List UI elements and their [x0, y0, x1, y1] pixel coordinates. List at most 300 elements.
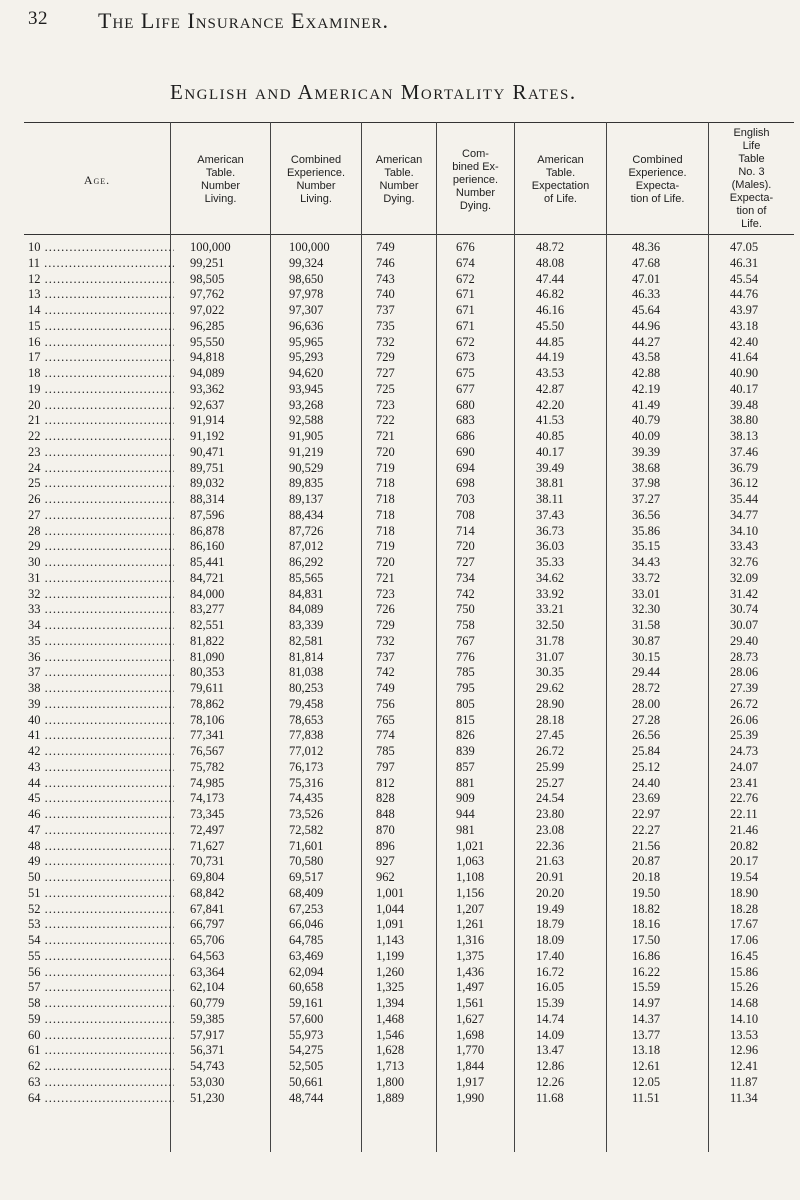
american-living-cell: 85,441: [190, 555, 225, 569]
american-living-cell: 94,089: [190, 366, 225, 380]
table-row: [24, 854, 794, 870]
american-expectation-cell: 24.54: [536, 791, 565, 806]
age-cell: 41 .....: [28, 728, 174, 744]
table-row: [24, 1043, 794, 1059]
american-expectation-cell: 46.16: [536, 303, 565, 317]
age-cell: 37 .....: [28, 665, 174, 681]
english-expectation-cell: 36.12: [730, 476, 759, 491]
combined-living-cell: 88,434: [289, 507, 324, 522]
combined-expectation-cell: 12.05: [632, 1074, 661, 1089]
american-dying-cell: 785: [376, 744, 395, 758]
american-expectation-cell: 33.92: [536, 586, 565, 601]
combined-expectation-cell: 14.97: [632, 996, 661, 1010]
american-expectation-cell: 18.09: [536, 933, 565, 947]
combined-dying-cell: 1,316: [456, 933, 485, 947]
combined-living-cell: 97,978: [289, 287, 324, 302]
age-cell: 32 .....: [28, 587, 174, 603]
american-expectation-cell: 16.72: [536, 964, 565, 979]
combined-living-cell: 67,253: [289, 901, 324, 916]
american-dying-cell: 962: [376, 870, 395, 884]
age-cell: 53 .....: [28, 917, 174, 933]
american-dying-cell: 1,199: [376, 948, 405, 963]
american-living-cell: 79,611: [190, 681, 224, 695]
combined-dying-cell: 857: [456, 759, 475, 774]
mortality-table: [24, 122, 794, 1172]
combined-living-cell: 68,409: [289, 885, 324, 900]
american-expectation-cell: 41.53: [536, 413, 565, 428]
american-living-cell: 64,563: [190, 948, 225, 963]
combined-dying-cell: 1,770: [456, 1043, 485, 1058]
english-expectation-cell: 45.54: [730, 271, 759, 286]
combined-expectation-cell: 19.50: [632, 885, 661, 900]
combined-dying-cell: 785: [456, 665, 475, 680]
age-cell: 46 .....: [28, 807, 174, 823]
combined-living-cell: 91,219: [289, 444, 324, 459]
table-row: [24, 272, 794, 288]
american-living-cell: 51,230: [190, 1090, 225, 1105]
american-living-cell: 73,345: [190, 807, 225, 821]
american-dying-cell: 774: [376, 728, 395, 743]
age-cell: 63 .....: [28, 1075, 174, 1091]
combined-living-cell: 77,012: [289, 744, 324, 758]
english-expectation-cell: 31.42: [730, 586, 759, 601]
age-cell: 50 .....: [28, 870, 174, 886]
age-cell: 51 .....: [28, 886, 174, 902]
american-dying-cell: 756: [376, 696, 395, 711]
combined-living-cell: 80,253: [289, 681, 324, 695]
age-cell: 23 .....: [28, 445, 174, 461]
combined-dying-cell: 1,021: [456, 838, 485, 853]
age-cell: 14 .....: [28, 303, 174, 319]
table-row: [24, 791, 794, 807]
combined-expectation-cell: 24.40: [632, 775, 661, 790]
english-expectation-cell: 14.10: [730, 1011, 759, 1026]
american-expectation-cell: 45.50: [536, 318, 565, 333]
combined-dying-cell: 671: [456, 303, 475, 317]
combined-dying-cell: 671: [456, 287, 475, 302]
american-living-cell: 81,822: [190, 633, 225, 648]
table-row: [24, 492, 794, 508]
english-expectation-cell: 40.90: [730, 366, 759, 380]
age-cell: 29 .....: [28, 539, 174, 555]
american-dying-cell: 721: [376, 429, 395, 443]
american-living-cell: 89,751: [190, 460, 225, 475]
combined-expectation-cell: 16.86: [632, 948, 661, 963]
age-cell: 27 .....: [28, 508, 174, 524]
american-dying-cell: 812: [376, 775, 395, 790]
english-expectation-cell: 20.82: [730, 838, 759, 853]
american-dying-cell: 1,800: [376, 1074, 405, 1089]
combined-dying-cell: 672: [456, 334, 475, 349]
american-living-cell: 71,627: [190, 838, 225, 853]
american-dying-cell: 1,044: [376, 901, 405, 916]
english-expectation-cell: 16.45: [730, 948, 759, 963]
table-row: [24, 587, 794, 603]
combined-living-cell: 62,094: [289, 964, 324, 979]
table-row: [24, 634, 794, 650]
american-living-cell: 78,106: [190, 712, 225, 727]
age-cell: 30 .....: [28, 555, 174, 571]
combined-expectation-cell: 44.96: [632, 318, 661, 333]
american-expectation-cell: 11.68: [536, 1090, 564, 1105]
age-cell: 31 .....: [28, 571, 174, 587]
american-dying-cell: 735: [376, 318, 395, 333]
combined-expectation-cell: 28.00: [632, 696, 661, 711]
combined-expectation-cell: 38.68: [632, 460, 661, 475]
table-row: [24, 413, 794, 429]
table-row: [24, 1091, 794, 1107]
american-dying-cell: 1,325: [376, 980, 405, 995]
american-dying-cell: 718: [376, 523, 395, 538]
american-living-cell: 98,505: [190, 271, 225, 286]
combined-living-cell: 72,582: [289, 822, 324, 837]
english-expectation-cell: 23.41: [730, 775, 759, 790]
combined-dying-cell: 881: [456, 775, 475, 790]
header-american-expectation: American Table. Expectation of Life.: [531, 154, 590, 205]
american-living-cell: 87,596: [190, 507, 225, 522]
table-row: [24, 839, 794, 855]
age-cell: 38 .....: [28, 681, 174, 697]
age-cell: 34 .....: [28, 618, 174, 634]
american-dying-cell: 722: [376, 413, 395, 428]
american-living-cell: 69,804: [190, 870, 225, 884]
english-expectation-cell: 17.67: [730, 917, 759, 932]
table-row: [24, 807, 794, 823]
table-row: [24, 618, 794, 634]
table-row: [24, 980, 794, 996]
age-cell: 60 .....: [28, 1028, 174, 1044]
english-expectation-cell: 32.76: [730, 555, 759, 569]
table-row: [24, 287, 794, 303]
combined-living-cell: 57,600: [289, 1011, 324, 1026]
english-expectation-cell: 15.26: [730, 980, 759, 995]
combined-expectation-cell: 23.69: [632, 791, 661, 806]
table-row: [24, 744, 794, 760]
american-living-cell: 80,353: [190, 665, 225, 680]
american-living-cell: 67,841: [190, 901, 225, 916]
american-living-cell: 78,862: [190, 696, 225, 711]
table-row: [24, 240, 794, 256]
combined-living-cell: 98,650: [289, 271, 324, 286]
english-expectation-cell: 35.44: [730, 492, 759, 506]
age-cell: 64 .....: [28, 1091, 174, 1107]
american-dying-cell: 737: [376, 303, 395, 317]
english-expectation-cell: 20.17: [730, 854, 759, 869]
english-expectation-cell: 21.46: [730, 822, 759, 837]
combined-living-cell: 73,526: [289, 807, 324, 821]
combined-living-cell: 99,324: [289, 255, 324, 270]
american-expectation-cell: 34.62: [536, 570, 565, 585]
american-expectation-cell: 47.44: [536, 271, 565, 286]
combined-living-cell: 48,744: [289, 1090, 324, 1105]
american-living-cell: 86,878: [190, 523, 225, 538]
table-top-rule: [24, 122, 794, 123]
combined-expectation-cell: 35.15: [632, 539, 661, 554]
american-expectation-cell: 15.39: [536, 996, 565, 1010]
header-american-dying: American Table. Number Dying.: [375, 154, 423, 205]
english-expectation-cell: 19.54: [730, 870, 759, 884]
age-cell: 16 .....: [28, 335, 174, 351]
american-dying-cell: 742: [376, 665, 395, 680]
combined-living-cell: 92,588: [289, 413, 324, 428]
american-expectation-cell: 12.86: [536, 1059, 565, 1073]
combined-dying-cell: 742: [456, 586, 475, 601]
age-cell: 19 .....: [28, 382, 174, 398]
american-expectation-cell: 44.85: [536, 334, 565, 349]
age-cell: 25 .....: [28, 476, 174, 492]
american-dying-cell: 725: [376, 381, 395, 396]
combined-expectation-cell: 26.56: [632, 728, 661, 743]
english-expectation-cell: 18.90: [730, 885, 759, 900]
combined-expectation-cell: 40.79: [632, 413, 661, 428]
american-expectation-cell: 13.47: [536, 1043, 565, 1058]
american-dying-cell: 1,546: [376, 1027, 405, 1042]
american-dying-cell: 1,468: [376, 1011, 405, 1026]
english-expectation-cell: 43.97: [730, 303, 759, 317]
american-living-cell: 56,371: [190, 1043, 225, 1058]
american-dying-cell: 737: [376, 649, 395, 664]
combined-living-cell: 84,831: [289, 586, 324, 601]
combined-living-cell: 54,275: [289, 1043, 324, 1058]
american-dying-cell: 727: [376, 366, 395, 380]
combined-living-cell: 77,838: [289, 728, 324, 743]
combined-living-cell: 93,945: [289, 381, 324, 396]
age-cell: 54 .....: [28, 933, 174, 949]
combined-dying-cell: 1,063: [456, 854, 485, 869]
american-living-cell: 97,762: [190, 287, 225, 302]
combined-dying-cell: 727: [456, 555, 475, 569]
american-dying-cell: 749: [376, 681, 395, 695]
english-expectation-cell: 29.40: [730, 633, 759, 648]
american-living-cell: 88,314: [190, 492, 225, 506]
table-title: English and American Mortality Rates.: [170, 80, 577, 104]
combined-expectation-cell: 46.33: [632, 287, 661, 302]
american-living-cell: 91,914: [190, 413, 225, 428]
combined-living-cell: 55,973: [289, 1027, 324, 1042]
american-expectation-cell: 42.20: [536, 397, 565, 412]
age-cell: 39 .....: [28, 697, 174, 713]
american-dying-cell: 1,091: [376, 917, 405, 932]
american-expectation-cell: 46.82: [536, 287, 565, 302]
american-expectation-cell: 38.11: [536, 492, 564, 506]
english-expectation-cell: 34.77: [730, 507, 759, 522]
american-living-cell: 59,385: [190, 1011, 225, 1026]
age-cell: 56 .....: [28, 965, 174, 981]
english-expectation-cell: 36.79: [730, 460, 759, 475]
american-living-cell: 96,285: [190, 318, 225, 333]
combined-expectation-cell: 42.88: [632, 366, 661, 380]
table-row: [24, 1012, 794, 1028]
combined-dying-cell: 815: [456, 712, 475, 727]
combined-expectation-cell: 13.77: [632, 1027, 661, 1042]
american-expectation-cell: 23.80: [536, 807, 565, 821]
combined-expectation-cell: 45.64: [632, 303, 661, 317]
table-row: [24, 539, 794, 555]
american-dying-cell: 720: [376, 555, 395, 569]
table-row: [24, 524, 794, 540]
combined-dying-cell: 720: [456, 539, 475, 554]
combined-dying-cell: 675: [456, 366, 475, 380]
english-expectation-cell: 42.40: [730, 334, 759, 349]
combined-expectation-cell: 31.58: [632, 618, 661, 632]
english-expectation-cell: 18.28: [730, 901, 759, 916]
combined-expectation-cell: 47.01: [632, 271, 661, 286]
american-living-cell: 54,743: [190, 1059, 225, 1073]
combined-expectation-cell: 32.30: [632, 602, 661, 617]
american-dying-cell: 719: [376, 460, 395, 475]
table-row: [24, 650, 794, 666]
english-expectation-cell: 32.09: [730, 570, 759, 585]
combined-dying-cell: 1,375: [456, 948, 485, 963]
age-cell: 33 .....: [28, 602, 174, 618]
age-cell: 10 .....: [28, 240, 174, 256]
combined-expectation-cell: 43.58: [632, 350, 661, 365]
combined-dying-cell: 703: [456, 492, 475, 506]
english-expectation-cell: 37.46: [730, 444, 759, 459]
combined-dying-cell: 674: [456, 255, 475, 270]
header-bottom-rule: [24, 234, 794, 235]
american-expectation-cell: 16.05: [536, 980, 565, 995]
combined-living-cell: 64,785: [289, 933, 324, 947]
combined-expectation-cell: 48.36: [632, 240, 661, 254]
combined-expectation-cell: 22.97: [632, 807, 661, 821]
combined-living-cell: 93,268: [289, 397, 324, 412]
header-combined-expectation: Combined Experience. Expecta- tion of Life.: [628, 154, 687, 205]
age-cell: 40 .....: [28, 713, 174, 729]
combined-living-cell: 89,137: [289, 492, 324, 506]
table-row: [24, 965, 794, 981]
american-expectation-cell: 18.79: [536, 917, 565, 932]
table-row: [24, 665, 794, 681]
combined-dying-cell: 776: [456, 649, 475, 664]
combined-living-cell: 86,292: [289, 555, 324, 569]
american-expectation-cell: 17.40: [536, 948, 565, 963]
age-cell: 28 .....: [28, 524, 174, 540]
american-living-cell: 76,567: [190, 744, 225, 758]
age-cell: 61 .....: [28, 1043, 174, 1059]
combined-living-cell: 82,581: [289, 633, 324, 648]
age-cell: 47 .....: [28, 823, 174, 839]
age-cell: 12 .....: [28, 272, 174, 288]
combined-expectation-cell: 30.87: [632, 633, 661, 648]
english-expectation-cell: 14.68: [730, 996, 759, 1010]
header-combined-dying: Com- bined Ex- perience. Number Dying.: [452, 147, 499, 212]
combined-expectation-cell: 17.50: [632, 933, 661, 947]
combined-dying-cell: 683: [456, 413, 475, 428]
combined-living-cell: 50,661: [289, 1074, 324, 1089]
english-expectation-cell: 41.64: [730, 350, 759, 365]
combined-living-cell: 52,505: [289, 1059, 324, 1073]
american-living-cell: 86,160: [190, 539, 225, 554]
american-living-cell: 82,551: [190, 618, 225, 632]
combined-expectation-cell: 47.68: [632, 255, 661, 270]
table-row: [24, 902, 794, 918]
header-american-living: American Table. Number Living.: [197, 154, 244, 205]
table-row: [24, 571, 794, 587]
combined-dying-cell: 1,108: [456, 870, 485, 884]
american-expectation-cell: 30.35: [536, 665, 565, 680]
table-row: [24, 1075, 794, 1091]
american-expectation-cell: 36.03: [536, 539, 565, 554]
english-expectation-cell: 33.43: [730, 539, 759, 554]
american-dying-cell: 1,143: [376, 933, 405, 947]
american-dying-cell: 740: [376, 287, 395, 302]
combined-living-cell: 63,469: [289, 948, 324, 963]
combined-dying-cell: 734: [456, 570, 475, 585]
american-expectation-cell: 25.27: [536, 775, 565, 790]
american-living-cell: 68,842: [190, 885, 225, 900]
american-expectation-cell: 32.50: [536, 618, 565, 632]
american-dying-cell: 1,260: [376, 964, 405, 979]
combined-expectation-cell: 25.84: [632, 744, 661, 758]
english-expectation-cell: 46.31: [730, 255, 759, 270]
combined-expectation-cell: 20.87: [632, 854, 661, 869]
age-cell: 22 .....: [28, 429, 174, 445]
english-expectation-cell: 44.76: [730, 287, 759, 302]
american-dying-cell: 721: [376, 570, 395, 585]
american-living-cell: 83,277: [190, 602, 225, 617]
american-dying-cell: 729: [376, 350, 395, 365]
age-cell: 48 .....: [28, 839, 174, 855]
american-dying-cell: 1,628: [376, 1043, 405, 1058]
american-living-cell: 100,000: [190, 240, 231, 254]
american-living-cell: 72,497: [190, 822, 225, 837]
table-row: [24, 713, 794, 729]
combined-expectation-cell: 15.59: [632, 980, 661, 995]
american-expectation-cell: 40.17: [536, 444, 565, 459]
combined-living-cell: 89,835: [289, 476, 324, 491]
combined-living-cell: 59,161: [289, 996, 324, 1010]
american-expectation-cell: 20.91: [536, 870, 565, 884]
american-living-cell: 74,985: [190, 775, 225, 790]
table-row: [24, 476, 794, 492]
combined-expectation-cell: 22.27: [632, 822, 661, 837]
combined-dying-cell: 795: [456, 681, 475, 695]
english-expectation-cell: 24.73: [730, 744, 759, 758]
combined-expectation-cell: 29.44: [632, 665, 661, 680]
combined-dying-cell: 1,261: [456, 917, 485, 932]
english-expectation-cell: 26.72: [730, 696, 759, 711]
combined-dying-cell: 1,497: [456, 980, 485, 995]
combined-living-cell: 66,046: [289, 917, 324, 932]
combined-expectation-cell: 30.15: [632, 649, 661, 664]
age-cell: 17 .....: [28, 350, 174, 366]
combined-expectation-cell: 27.28: [632, 712, 661, 727]
american-expectation-cell: 27.45: [536, 728, 565, 743]
combined-expectation-cell: 12.61: [632, 1059, 661, 1073]
american-living-cell: 57,917: [190, 1027, 225, 1042]
combined-living-cell: 70,580: [289, 854, 324, 869]
age-cell: 52 .....: [28, 902, 174, 918]
combined-expectation-cell: 14.37: [632, 1011, 661, 1026]
combined-expectation-cell: 16.22: [632, 964, 661, 979]
combined-expectation-cell: 33.01: [632, 586, 661, 601]
english-expectation-cell: 28.06: [730, 665, 759, 680]
american-living-cell: 91,192: [190, 429, 225, 443]
combined-living-cell: 84,089: [289, 602, 324, 617]
american-dying-cell: 927: [376, 854, 395, 869]
combined-dying-cell: 690: [456, 444, 475, 459]
combined-expectation-cell: 37.27: [632, 492, 661, 506]
american-dying-cell: 723: [376, 586, 395, 601]
table-row: [24, 697, 794, 713]
american-dying-cell: 765: [376, 712, 395, 727]
age-cell: 45 .....: [28, 791, 174, 807]
american-expectation-cell: 20.20: [536, 885, 565, 900]
table-row: [24, 776, 794, 792]
combined-expectation-cell: 25.12: [632, 759, 661, 774]
header-combined-living: Combined Experience. Number Living.: [286, 154, 346, 205]
